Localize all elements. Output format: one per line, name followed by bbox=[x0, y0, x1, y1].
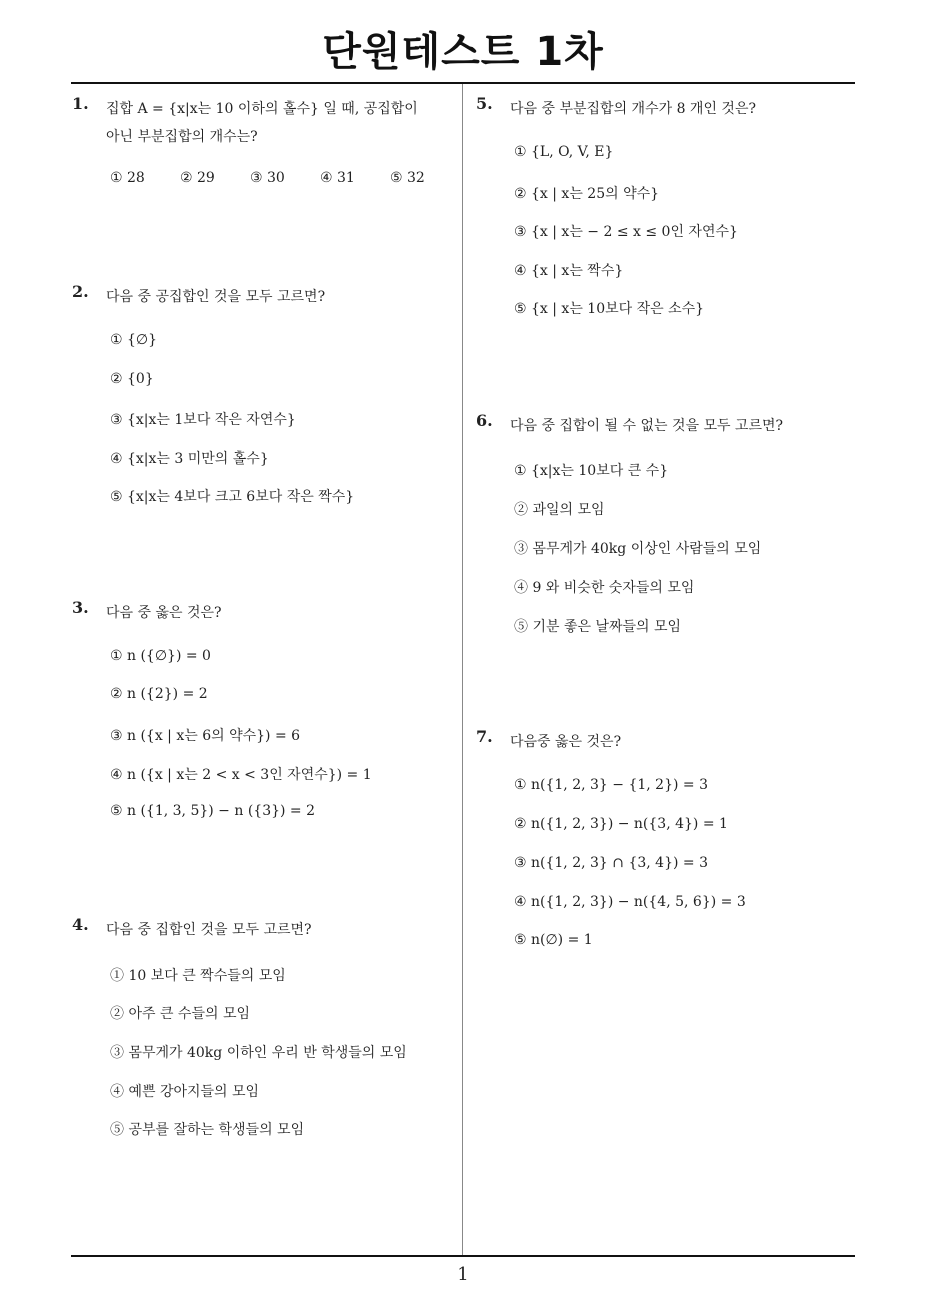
question-text: 다음 중 공집합인 것을 모두 고르면? bbox=[106, 289, 326, 305]
page-title: 단원테스트 1차 bbox=[322, 29, 604, 75]
option-1[interactable]: ① {L, O, V, E} bbox=[514, 144, 614, 160]
question-text: 다음 중 집합인 것을 모두 고르면? bbox=[106, 922, 312, 938]
option-2[interactable]: ② 과일의 모임 bbox=[514, 502, 605, 518]
option-4[interactable]: ④ {x|x는 3 미만의 홀수} bbox=[110, 451, 269, 467]
option-4[interactable]: ④ 9 와 비슷한 숫자들의 모임 bbox=[514, 580, 695, 596]
top-rule bbox=[71, 82, 855, 84]
question-number: 2. bbox=[72, 282, 89, 301]
option-row bbox=[110, 170, 460, 186]
question-text: 다음중 옳은 것은? bbox=[510, 734, 622, 750]
option-3[interactable]: ③ n ({x | x는 6의 약수}) = 6 bbox=[110, 728, 301, 744]
option-3[interactable]: ③ 30 bbox=[250, 170, 285, 186]
option-3[interactable]: ③ n({1, 2, 3} ∩ {3, 4}) = 3 bbox=[514, 855, 708, 871]
question-number: 6. bbox=[476, 411, 493, 430]
question-5 bbox=[476, 94, 866, 334]
option-5[interactable]: ⑤ {x|x는 4보다 크고 6보다 작은 짝수} bbox=[110, 489, 355, 505]
option-1[interactable]: ① 28 bbox=[110, 170, 145, 186]
question-number: 7. bbox=[476, 727, 493, 746]
question-text: 다음 중 부분집합의 개수가 8 개인 것은? bbox=[510, 101, 756, 117]
question-3 bbox=[72, 598, 462, 838]
option-4[interactable]: ④ n({1, 2, 3}) − n({4, 5, 6}) = 3 bbox=[514, 894, 746, 910]
option-4[interactable]: ④ 31 bbox=[320, 170, 355, 186]
question-text: 다음 중 옳은 것은? bbox=[106, 605, 222, 621]
option-1[interactable]: ① 10 보다 큰 짝수들의 모임 bbox=[110, 968, 286, 984]
page-number: 1 bbox=[457, 1264, 469, 1285]
column-divider bbox=[462, 84, 463, 1255]
option-4[interactable]: ④ 예쁜 강아지들의 모임 bbox=[110, 1084, 260, 1100]
question-2 bbox=[72, 282, 462, 522]
question-number: 4. bbox=[72, 915, 89, 934]
option-5[interactable]: ⑤ 공부를 잘하는 학생들의 모임 bbox=[110, 1122, 305, 1138]
option-3[interactable]: ③ {x|x는 1보다 작은 자연수} bbox=[110, 412, 296, 428]
question-number: 3. bbox=[72, 598, 89, 617]
question-4 bbox=[72, 915, 462, 1155]
option-5[interactable]: ⑤ 32 bbox=[390, 170, 425, 186]
option-4[interactable]: ④ n ({x | x는 2 < x < 3인 자연수}) = 1 bbox=[110, 767, 372, 783]
option-3[interactable]: ③ 몸무게가 40kg 이상인 사람들의 모임 bbox=[514, 541, 762, 557]
question-1 bbox=[72, 94, 462, 204]
option-3[interactable]: ③ 몸무게가 40kg 이하인 우리 반 학생들의 모임 bbox=[110, 1045, 407, 1061]
option-1[interactable]: ① {∅} bbox=[110, 332, 158, 348]
option-2[interactable]: ② {x | x는 25의 약수} bbox=[514, 186, 660, 202]
option-2[interactable]: ② 아주 큰 수들의 모임 bbox=[110, 1006, 250, 1022]
option-5[interactable]: ⑤ n ({1, 3, 5}) − n ({3}) = 2 bbox=[110, 803, 316, 819]
question-number: 5. bbox=[476, 94, 493, 113]
question-text: 다음 중 집합이 될 수 없는 것을 모두 고르면? bbox=[510, 418, 784, 434]
option-2[interactable]: ② 29 bbox=[180, 170, 215, 186]
option-5[interactable]: ⑤ 기분 좋은 날짜들의 모임 bbox=[514, 619, 682, 635]
bottom-rule bbox=[71, 1255, 855, 1257]
option-2[interactable]: ② n({1, 2, 3}) − n({3, 4}) = 1 bbox=[514, 816, 728, 832]
option-1[interactable]: ① n({1, 2, 3} − {1, 2}) = 3 bbox=[514, 777, 708, 793]
option-4[interactable]: ④ {x | x는 짝수} bbox=[514, 263, 624, 279]
question-6 bbox=[476, 411, 866, 651]
option-2[interactable]: ② n ({2}) = 2 bbox=[110, 686, 208, 702]
question-text: 집합 A = {x|x는 10 이하의 홀수} 일 때, 공집합이 아닌 부분집합의 개수는? bbox=[106, 101, 418, 145]
option-5[interactable]: ⑤ {x | x는 10보다 작은 소수} bbox=[514, 301, 705, 317]
option-2[interactable]: ② {0} bbox=[110, 371, 154, 387]
option-3[interactable]: ③ {x | x는 − 2 ≤ x ≤ 0인 자연수} bbox=[514, 224, 738, 240]
option-1[interactable]: ① {x|x는 10보다 큰 수} bbox=[514, 463, 669, 479]
question-number: 1. bbox=[72, 94, 89, 113]
question-7 bbox=[476, 727, 866, 967]
option-1[interactable]: ① n ({∅}) = 0 bbox=[110, 648, 211, 664]
option-5[interactable]: ⑤ n(∅) = 1 bbox=[514, 932, 593, 948]
